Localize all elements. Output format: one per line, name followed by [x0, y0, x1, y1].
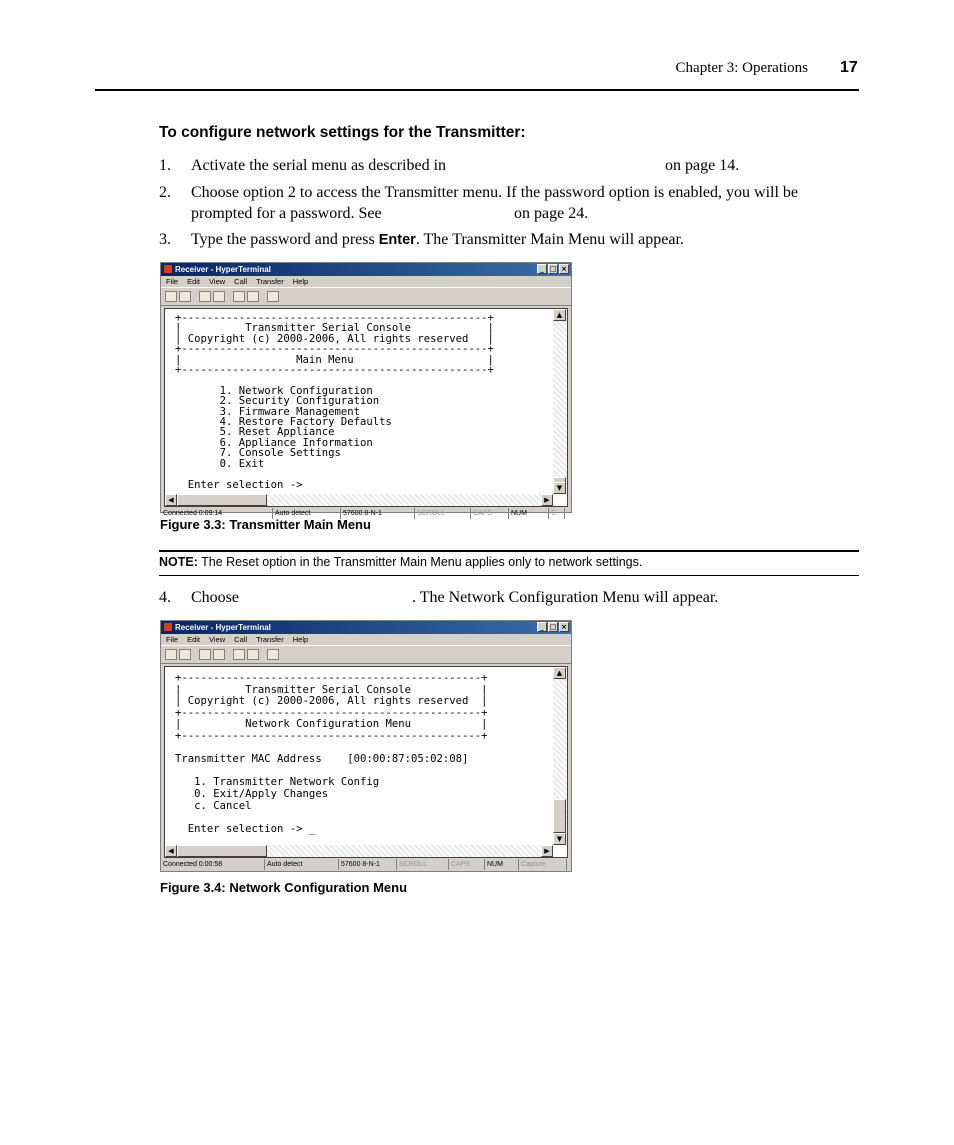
app-icon	[164, 265, 172, 273]
menu-transfer[interactable]: Transfer	[256, 277, 284, 286]
status-num: NUM	[485, 859, 519, 870]
status-capture: C	[549, 508, 565, 519]
step-text-after: on page 14.	[665, 157, 740, 174]
send-icon[interactable]	[233, 291, 245, 302]
status-connected: Connected 0:09:14	[161, 508, 273, 519]
step-1	[159, 155, 859, 176]
step-text: Activate the serial menu as described in	[191, 157, 447, 174]
scroll-right-icon[interactable]: ▶	[541, 845, 553, 857]
new-file-icon[interactable]	[165, 649, 177, 660]
status-scroll: SCROLL	[397, 859, 449, 870]
menu-edit[interactable]: Edit	[187, 277, 201, 286]
minimize-icon[interactable]: _	[537, 264, 547, 274]
running-header-chapter: Chapter 3: Operations	[675, 60, 808, 76]
step-text: Choose option 2 to access the Transmitter menu. If the password option is enabled, you will be	[191, 184, 799, 201]
terminal-text: +------------------------------------------------+ | Transmitter Serial Console | | Copyright (c) 2000-2006, All rights reserved | +------------------------------------------------+ | Main Menu | +------------------------------------------------+ 1. Network Configuration 2. Security Configuration 3. Firmware Management 4. Restore Factory Defaults 5. Reset Appliance 6. Appliance Information 7. Console Settings 0. Exit Enter selection ->	[175, 312, 494, 491]
maximize-icon[interactable]: □	[549, 623, 557, 631]
page-number: 17	[840, 59, 858, 76]
header-rule	[95, 89, 859, 91]
step-text-after: . The Network Configuration Menu will appear.	[412, 589, 719, 606]
step-2	[159, 182, 859, 224]
send-icon[interactable]	[233, 649, 245, 660]
note-rule-bottom	[159, 575, 859, 576]
vertical-scrollbar[interactable]	[553, 667, 567, 845]
scroll-left-icon[interactable]: ◀	[165, 845, 177, 857]
status-num: NUM	[509, 508, 549, 519]
hscroll-thumb[interactable]	[177, 845, 267, 857]
phone-connect-icon[interactable]	[199, 649, 211, 660]
menu-view[interactable]: View	[209, 277, 226, 286]
scroll-right-icon[interactable]: ▶	[541, 494, 553, 506]
terminal-frame	[164, 666, 568, 858]
window-title: Receiver - HyperTerminal	[175, 623, 271, 632]
scroll-down-icon[interactable]: ▼	[553, 482, 566, 494]
scroll-up-icon[interactable]: ▲	[553, 309, 566, 321]
menu-transfer[interactable]: Transfer	[256, 635, 284, 644]
window-titlebar	[161, 263, 571, 276]
horizontal-scrollbar[interactable]	[165, 845, 553, 857]
hyperterminal-window-main-menu	[160, 262, 572, 517]
note-label: NOTE:	[159, 555, 198, 569]
step-number: 2.	[159, 184, 171, 201]
scroll-left-icon[interactable]: ◀	[165, 494, 177, 506]
menu-file[interactable]: File	[166, 635, 179, 644]
window-title: Receiver - HyperTerminal	[175, 265, 271, 274]
close-icon[interactable]: ×	[559, 264, 569, 274]
status-caps: CAPS	[449, 859, 485, 870]
menu-bar	[161, 634, 571, 645]
vertical-scrollbar[interactable]	[553, 309, 567, 494]
menu-help[interactable]: Help	[292, 277, 309, 286]
note-text: The Reset option in the Transmitter Main Menu applies only to network settings.	[197, 555, 643, 569]
open-folder-icon[interactable]	[179, 291, 191, 302]
phone-connect-icon[interactable]	[199, 291, 211, 302]
step-text-after: . The Transmitter Main Menu will appear.	[415, 231, 684, 248]
step-text-before: Type the password and press	[191, 231, 379, 248]
status-auto-detect: Auto detect	[273, 508, 341, 519]
minimize-icon[interactable]: _	[537, 622, 547, 632]
step-3	[159, 229, 859, 250]
section-heading: To configure network settings for the Transmitter:	[159, 124, 526, 141]
status-baud: 57600 8-N-1	[341, 508, 415, 519]
step-number: 1.	[159, 157, 171, 174]
terminal-screen[interactable]	[165, 309, 553, 494]
properties-icon[interactable]	[267, 291, 279, 302]
disconnect-icon[interactable]	[213, 291, 225, 302]
menu-bar	[161, 276, 571, 287]
step-number: 4.	[159, 589, 171, 606]
status-baud: 57600 8-N-1	[339, 859, 397, 870]
menu-edit[interactable]: Edit	[187, 635, 201, 644]
open-folder-icon[interactable]	[179, 649, 191, 660]
maximize-icon[interactable]: □	[549, 265, 557, 273]
disconnect-icon[interactable]	[213, 649, 225, 660]
status-auto-detect: Auto detect	[265, 859, 339, 870]
figure-caption: Figure 3.4: Network Configuration Menu	[160, 880, 408, 895]
menu-file[interactable]: File	[166, 277, 179, 286]
scroll-down-icon[interactable]: ▼	[553, 833, 566, 845]
step-4	[159, 587, 859, 608]
horizontal-scrollbar[interactable]	[165, 494, 553, 506]
status-caps: CAPS	[471, 508, 509, 519]
window-titlebar	[161, 621, 571, 634]
menu-view[interactable]: View	[209, 635, 226, 644]
toolbar	[161, 645, 571, 664]
scroll-up-icon[interactable]: ▲	[553, 667, 566, 679]
status-scroll: SCROLL	[415, 508, 471, 519]
step-number: 3.	[159, 231, 171, 248]
step-text	[191, 229, 684, 251]
scroll-thumb[interactable]	[553, 799, 566, 833]
app-icon	[164, 623, 172, 631]
menu-call[interactable]: Call	[234, 277, 248, 286]
status-bar	[161, 859, 571, 870]
step-text: Choose	[191, 589, 239, 606]
new-file-icon[interactable]	[165, 291, 177, 302]
step-text-line2-after: on page 24.	[514, 205, 589, 222]
toolbar	[161, 287, 571, 306]
key-name: Enter	[378, 232, 416, 248]
note-rule-top	[159, 550, 859, 552]
status-capture: Capture	[519, 859, 567, 870]
terminal-frame	[164, 308, 568, 507]
hyperterminal-window-network-config	[160, 620, 572, 872]
status-connected: Connected 0:00:58	[161, 859, 265, 870]
terminal-screen[interactable]	[165, 667, 553, 845]
receive-icon[interactable]	[247, 291, 259, 302]
close-icon[interactable]: ×	[559, 622, 569, 632]
menu-call[interactable]: Call	[234, 635, 248, 644]
menu-help[interactable]: Help	[292, 635, 309, 644]
properties-icon[interactable]	[267, 649, 279, 660]
note	[159, 555, 642, 569]
hscroll-thumb[interactable]	[177, 494, 267, 506]
terminal-text: +-----------------------------------------------+ | Transmitter Serial Console | | Copyright (c) 2000-2006, All rights reserved | +-----------------------------------------------+ | Network Configuration Menu | +-----------------------------------------------+ Transmitter MAC Address [00:00:87:05:02:08] 1. Transmitter Network Config 0. Exit/Apply Changes c. Cancel Enter selection -> _	[175, 672, 488, 835]
step-text-line2: prompted for a password. See	[191, 205, 382, 222]
figure-caption: Figure 3.3: Transmitter Main Menu	[160, 517, 371, 532]
receive-icon[interactable]	[247, 649, 259, 660]
